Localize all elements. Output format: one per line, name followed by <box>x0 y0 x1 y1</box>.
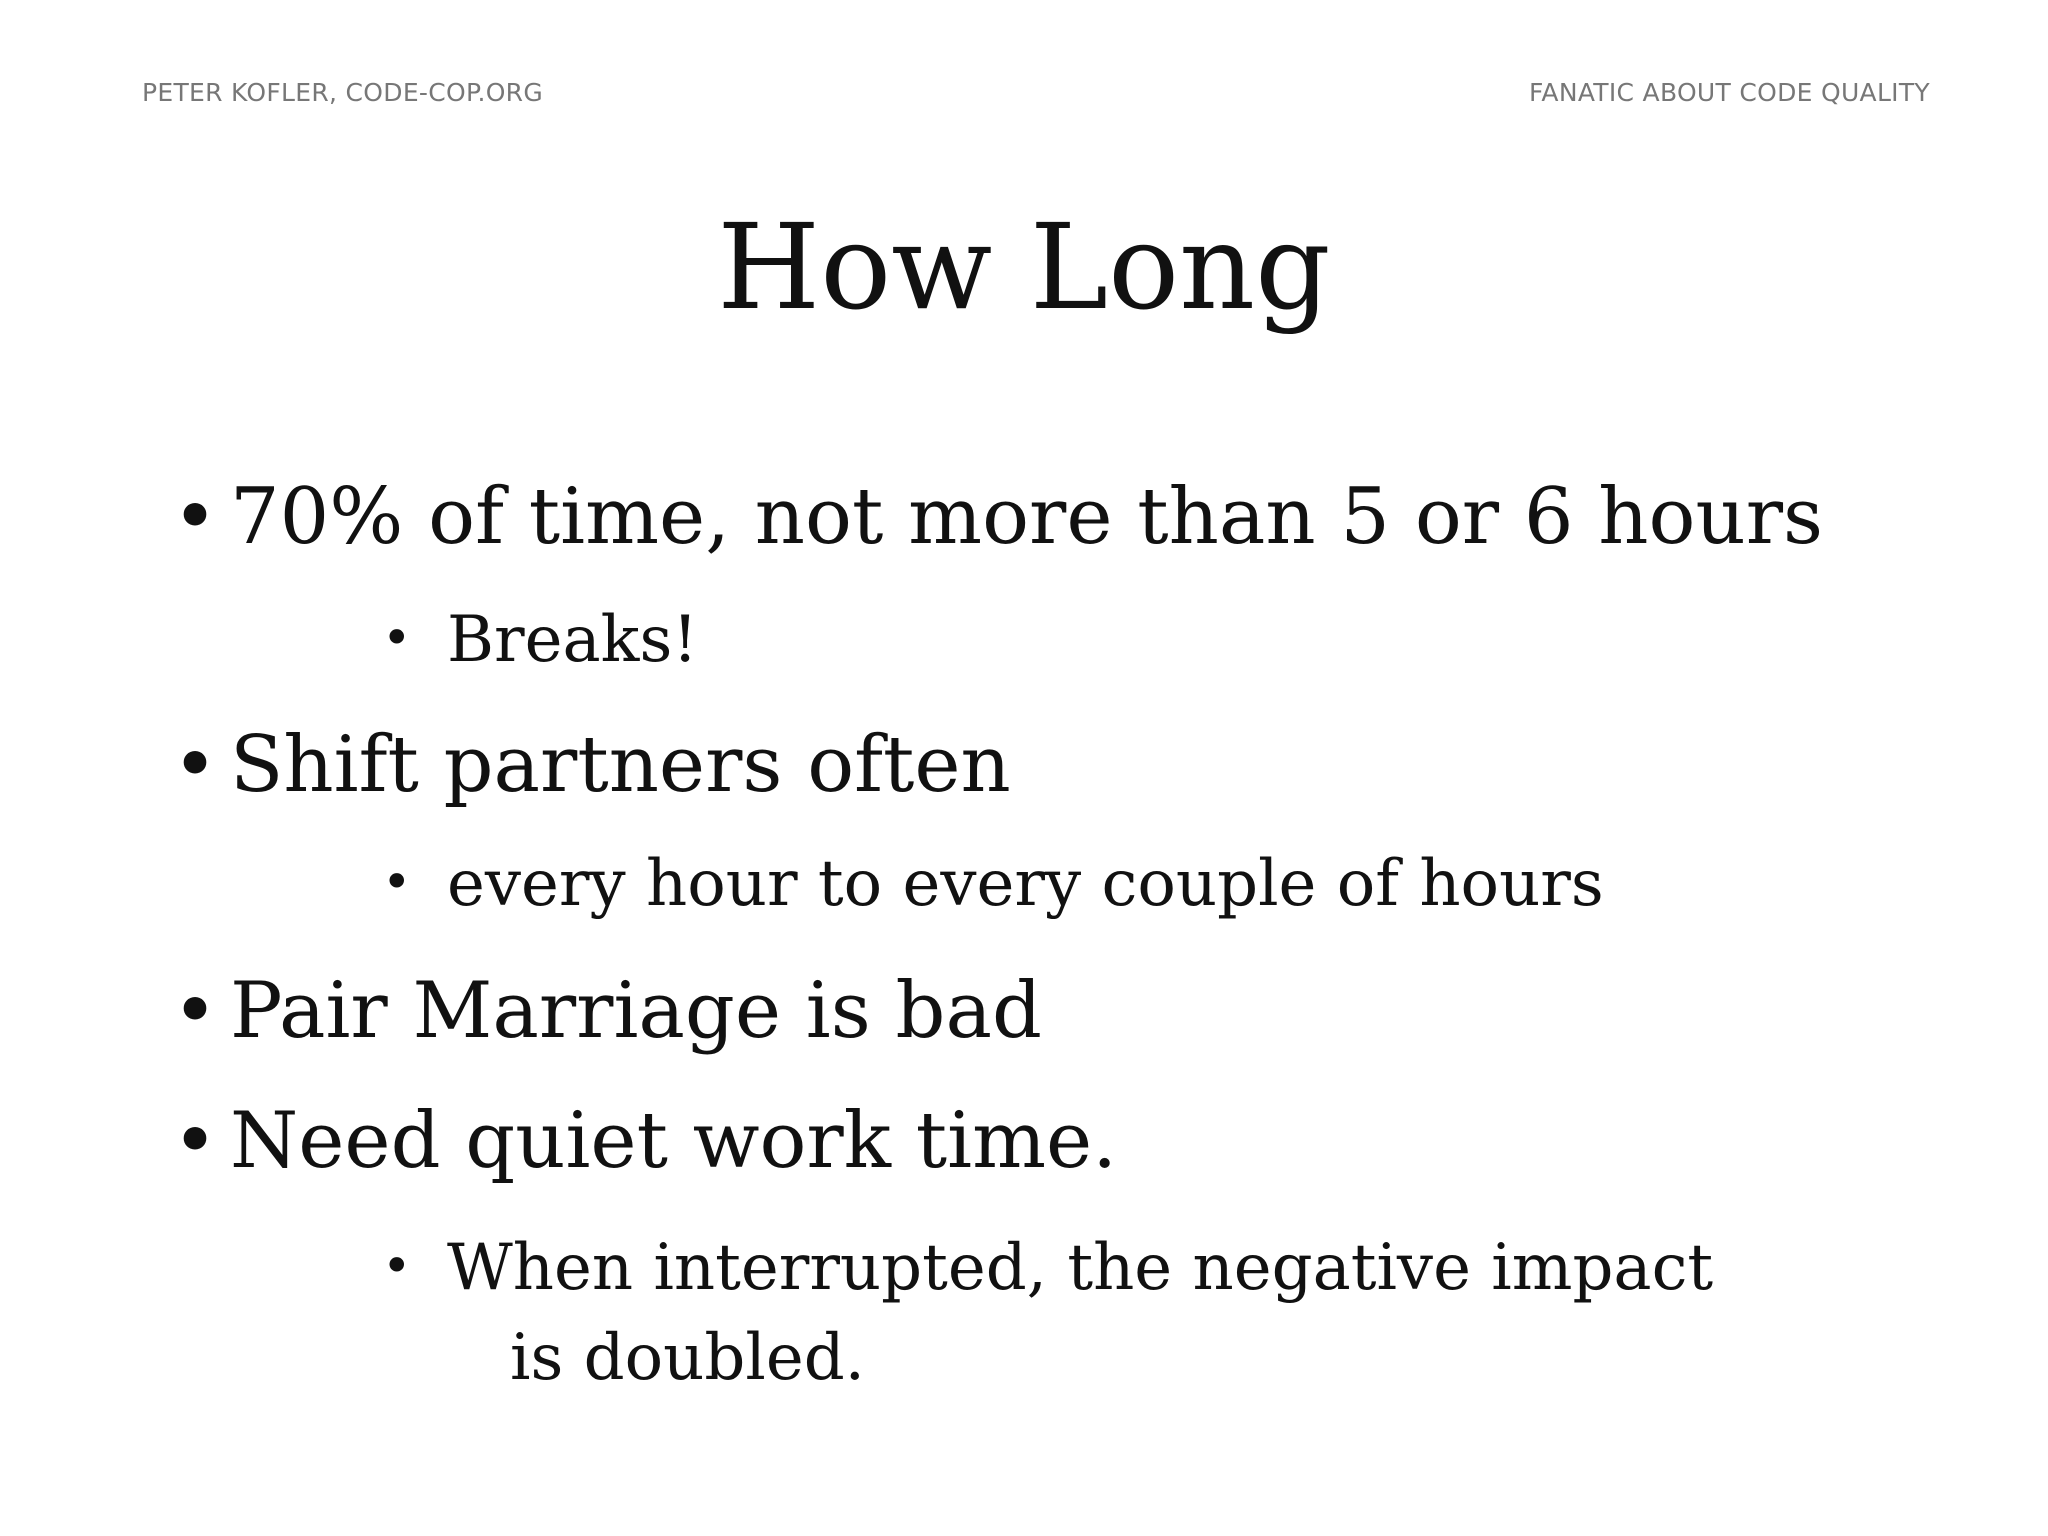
bullet-item <box>172 966 1042 1056</box>
bullet-item <box>172 472 1824 562</box>
bullet-text: Breaks! <box>447 603 698 677</box>
bullet-text: When interrupted, the negative impact <box>447 1231 1714 1305</box>
header-author: PETER KOFLER, CODE-COP.ORG <box>142 78 544 107</box>
bullet-item <box>172 1096 1117 1186</box>
bullet-icon: • <box>172 472 219 562</box>
bullet-text: Pair Marriage is bad <box>230 966 1042 1056</box>
bullet-item <box>172 720 1011 810</box>
bullet-text: Need quiet work time. <box>230 1096 1117 1186</box>
sub-bullet-item <box>382 1231 1714 1305</box>
sub-bullet-continuation: is doubled. <box>510 1321 865 1395</box>
bullet-icon: • <box>172 720 219 810</box>
bullet-icon: • <box>382 1237 412 1295</box>
bullet-icon: • <box>382 853 412 911</box>
sub-bullet-item <box>382 847 1604 921</box>
bullet-text: 70% of time, not more than 5 or 6 hours <box>230 472 1824 562</box>
bullet-icon: • <box>382 609 412 667</box>
bullet-icon: • <box>172 1096 219 1186</box>
bullet-text: every hour to every couple of hours <box>447 847 1604 921</box>
slide-title: How Long <box>717 198 1331 336</box>
bullet-icon: • <box>172 966 219 1056</box>
sub-bullet-item <box>382 603 698 677</box>
header-tagline: FANATIC ABOUT CODE QUALITY <box>1529 78 1930 107</box>
bullet-text: Shift partners often <box>230 720 1011 810</box>
